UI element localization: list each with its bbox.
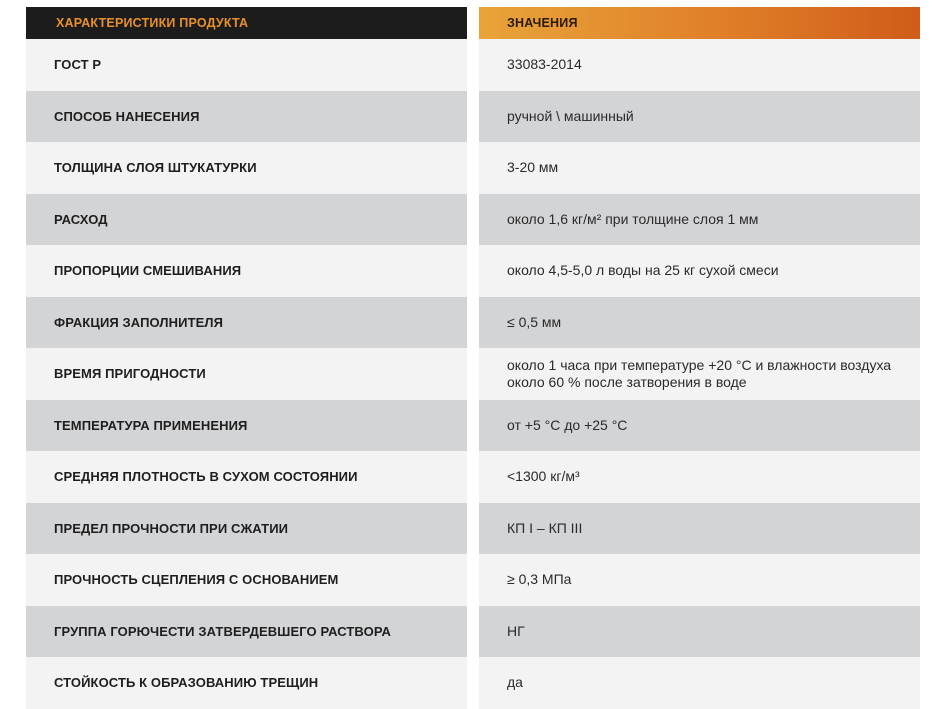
row-value: да	[479, 657, 920, 709]
row-value: <1300 кг/м³	[479, 451, 920, 503]
row-value: ≥ 0,3 МПа	[479, 554, 920, 606]
row-value: НГ	[479, 606, 920, 658]
row-value: 33083-2014	[479, 39, 920, 91]
row-value: ≤ 0,5 мм	[479, 297, 920, 349]
row-label: ФРАКЦИЯ ЗАПОЛНИТЕЛЯ	[26, 297, 467, 349]
row-label: ПРОПОРЦИИ СМЕШИВАНИЯ	[26, 245, 467, 297]
characteristics-header: ХАРАКТЕРИСТИКИ ПРОДУКТА	[26, 7, 467, 39]
row-value: около 1,6 кг/м² при толщине слоя 1 мм	[479, 194, 920, 246]
row-label: СПОСОБ НАНЕСЕНИЯ	[26, 91, 467, 143]
row-value: от +5 °С до +25 °С	[479, 400, 920, 452]
row-label: ТЕМПЕРАТУРА ПРИМЕНЕНИЯ	[26, 400, 467, 452]
characteristics-column	[26, 7, 467, 709]
row-value: 3-20 мм	[479, 142, 920, 194]
row-value: КП I – КП III	[479, 503, 920, 555]
row-label: ГРУППА ГОРЮЧЕСТИ ЗАТВЕРДЕВШЕГО РАСТВОРА	[26, 606, 467, 658]
row-label: ВРЕМЯ ПРИГОДНОСТИ	[26, 348, 467, 400]
row-label: ГОСТ Р	[26, 39, 467, 91]
row-label: СРЕДНЯЯ ПЛОТНОСТЬ В СУХОМ СОСТОЯНИИ	[26, 451, 467, 503]
row-value: ручной \ машинный	[479, 91, 920, 143]
row-label: РАСХОД	[26, 194, 467, 246]
row-label: ПРОЧНОСТЬ СЦЕПЛЕНИЯ С ОСНОВАНИЕМ	[26, 554, 467, 606]
values-column	[479, 7, 920, 709]
row-label: СТОЙКОСТЬ К ОБРАЗОВАНИЮ ТРЕЩИН	[26, 657, 467, 709]
row-value: около 1 часа при температуре +20 °С и влажности воздуха около 60 % после затворения в воде	[479, 348, 920, 400]
row-label: ТОЛЩИНА СЛОЯ ШТУКАТУРКИ	[26, 142, 467, 194]
row-value: около 4,5-5,0 л воды на 25 кг сухой смеси	[479, 245, 920, 297]
row-label: ПРЕДЕЛ ПРОЧНОСТИ ПРИ СЖАТИИ	[26, 503, 467, 555]
values-header: ЗНАЧЕНИЯ	[479, 7, 920, 39]
